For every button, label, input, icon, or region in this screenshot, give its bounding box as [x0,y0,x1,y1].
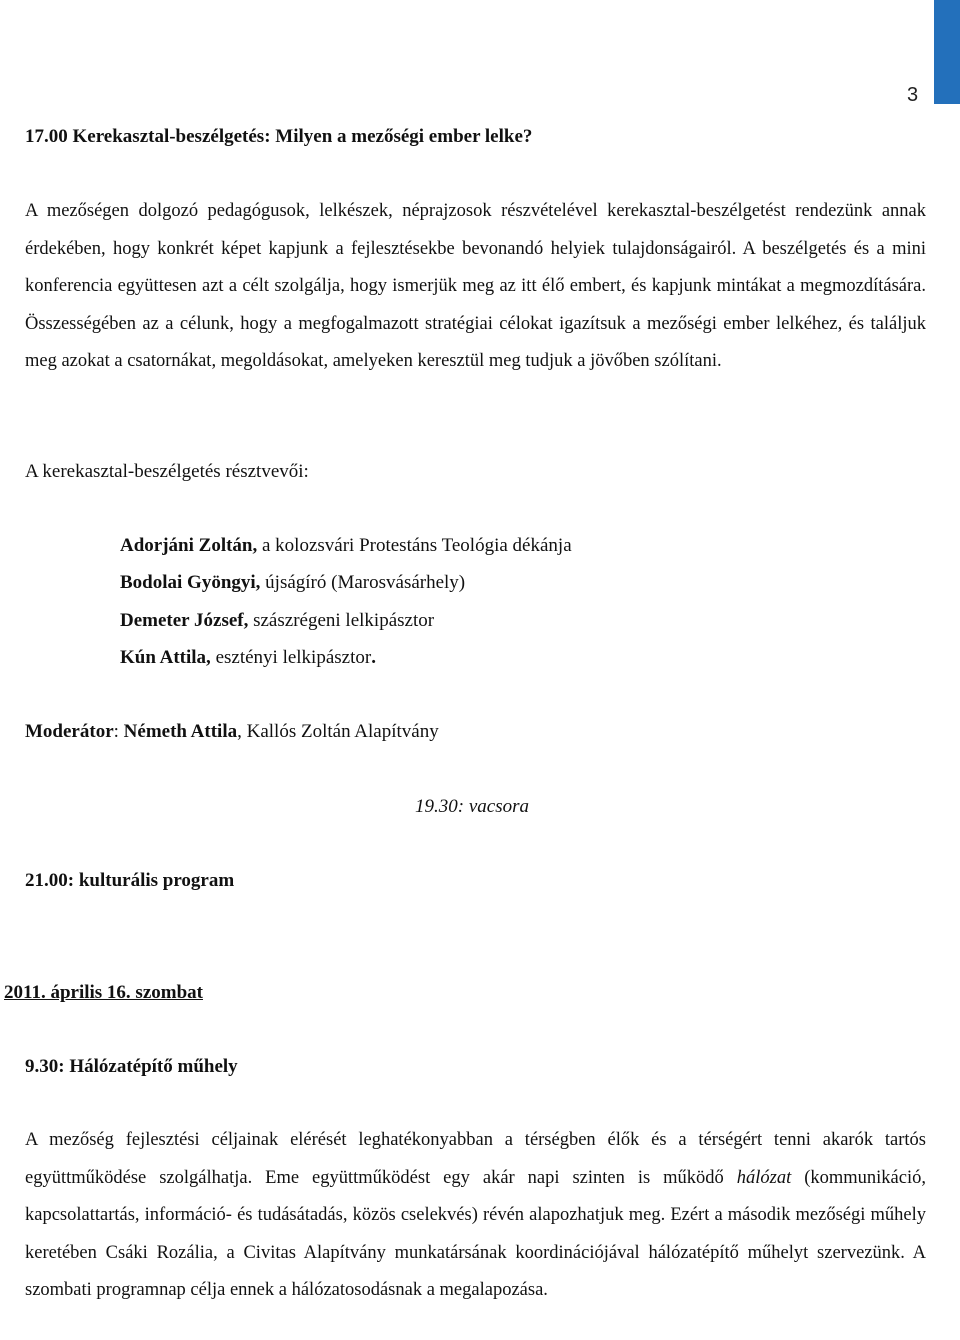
participant-item [120,572,465,594]
roundtable-paragraph [25,193,926,381]
workshop-paragraph-part-2: (kommunikáció, kapcsolattartás, információ- és tudásátadás, közös cselekvés) révén alapozhatjuk meg. Ezért a második mezőségi műhely keretében Csáki Rozália, a Civitas Alapítvány munkatársának koordinációjával hálózatépítő műhelyt szervezünk. A szombati programnap célja ennek a hálózatosodásnak a megalapozása. [25,1167,926,1300]
moderator-organization: , Kallós Zoltán Alapítvány [237,721,439,742]
moderator-separator: : [113,721,124,742]
participant-item [120,535,572,557]
moderator-label: Moderátor [25,721,114,742]
roundtable-paragraph-part-1: A mezőségen dolgozó pedagógusok, lelkészek, néprajzosok részvételével kerekasztal-beszélgetést rendezünk annak érdekében, hogy konkrét képet kapjunk a fejlesztésekbe bevonandó helyiek tulajdonságairól. [25,201,926,259]
participant-name: Demeter József, [120,610,249,631]
workshop-heading: 9.30: Hálózatépítő műhely [25,1056,238,1077]
participant-name: Kún Attila, [120,647,211,668]
participant-item [120,610,434,632]
participant-description: szászrégeni lelkipásztor [248,610,435,631]
day-date-heading: 2011. április 16. szombat [4,982,203,1003]
moderator-name: Németh Attila [123,721,238,742]
section-heading-roundtable: 17.00 Kerekasztal-beszélgetés: Milyen a mezőségi ember lelke? [25,126,533,147]
participants-label: A kerekasztal-beszélgetés résztvevői: [25,461,309,482]
page-number: 3 [907,84,919,106]
roundtable-paragraph-part-2: A beszélgetés és a mini konferencia együttesen azt a célt szolgálja, hogy ismerjük meg az itt élő embert, és kapjunk mintákat a megmozdítására. [25,238,926,296]
workshop-paragraph-part-1: A mezőség fejlesztési céljainak elérését leghatékonyabban a térségben élők és a térségért tenni akarók tartós együttműködése szolgálhatja. Eme együttműködést egy akár napi szinten is működő [25,1130,926,1188]
workshop-paragraph-italic: hálózat [736,1167,792,1188]
cultural-program-heading: 21.00: kulturális program [25,870,235,891]
roundtable-paragraph-part-3: Összességében az a célunk, hogy a megfogalmazott stratégiai célokat igazítsuk a mezőségi ember lelkéhez, és találjuk meg azokat a csatornákat, megoldásokat, amelyeken keresztül meg tudjuk a jövőben szólítani. [25,313,926,371]
participant-name: Adorjáni Zoltán, [120,535,258,556]
participant-description: esztényi lelkipásztor [210,647,372,668]
participant-item [120,647,376,669]
participant-name: Bodolai Gyöngyi, [120,572,261,593]
moderator-line [25,721,439,743]
participant-tail: . [371,647,376,668]
corner-tab-decoration [934,0,960,104]
participant-description: a kolozsvári Protestáns Teológia dékánja [257,535,572,556]
workshop-paragraph [25,1122,926,1310]
dinner-line: 19.30: vacsora [415,796,529,817]
participant-description: újságíró (Marosvásárhely) [260,572,466,593]
